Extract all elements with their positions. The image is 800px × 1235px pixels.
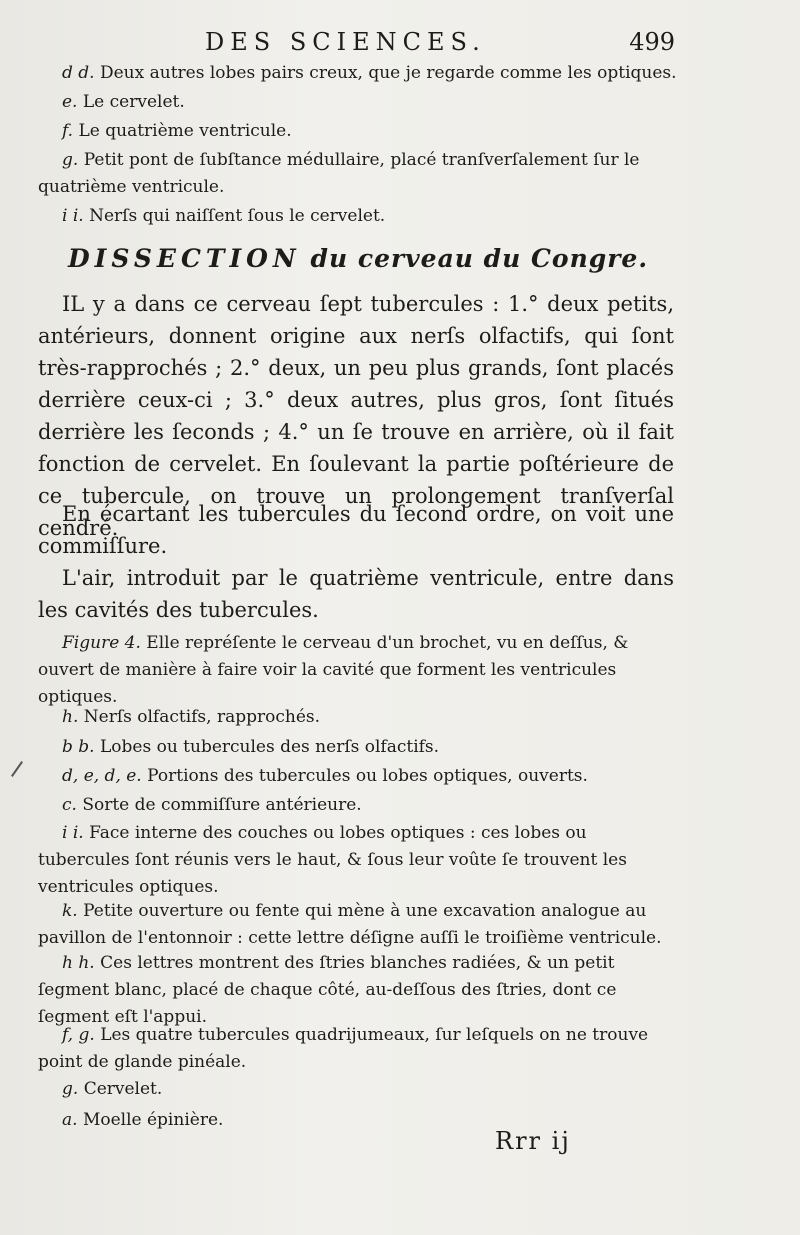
list-item <box>38 1022 674 1076</box>
figure-text: Elle repréſente le cerveau d'un brochet, vu en deſſus, & ouvert de manière à faire voir la cavité que forment les ventricules optiques. <box>38 633 629 707</box>
entry-label: k. <box>62 901 78 921</box>
entry-text: Moelle épinière. <box>82 1110 224 1130</box>
list-item <box>38 950 674 1031</box>
entry-text: Deux autres lobes pairs creux, que je regarde comme les optiques. <box>99 63 677 83</box>
figure-caption <box>38 630 674 711</box>
entry-label: b b. <box>62 737 95 757</box>
entry-label: e. <box>62 92 78 112</box>
body-paragraph: En écartant les tubercules du ſecond ordre, on voit une commiſſure. <box>38 502 674 558</box>
page-number: 499 <box>629 28 675 56</box>
running-title: DES SCIENCES. <box>205 28 486 56</box>
entry-text: Nerſs olfactifs, rapprochés. <box>83 707 321 727</box>
entry-text: Nerſs qui naiſſent ſous le cervelet. <box>89 206 386 226</box>
list-item <box>38 1107 698 1134</box>
entry-label: f, g. <box>62 1025 95 1045</box>
entry-label: a. <box>62 1110 78 1130</box>
page-header <box>205 26 675 60</box>
figure-label: Figure 4. <box>62 633 141 653</box>
entry-text: Lobes ou tubercules des nerſs olfactifs. <box>99 737 440 757</box>
section-title-rest: du cerveau du Congre. <box>300 244 649 273</box>
entry-label: f. <box>62 121 74 141</box>
entry-text: Ces lettres montrent des ſtries blanches radiées, & un petit ſegment blanc, placé de chaque côté, au-deſſous des ſtries, dont ce ſegment eſt l'appui. <box>38 953 617 1027</box>
entry-text: Le quatrième ventricule. <box>78 121 292 141</box>
entry-label: i i. <box>62 206 84 226</box>
entry-label: i i. <box>62 823 84 843</box>
section-title <box>40 244 676 273</box>
section-title-lead: DISSECTION <box>67 244 301 273</box>
list-item <box>38 734 698 761</box>
body-paragraph: IL y a dans ce cerveau ſept tubercules : 1.° deux petits, antérieurs, donnent origine aux nerſs olfactifs, qui ſont très-rapprochés ; 2.° deux, un peu plus grands, ſont placés derrière ceux-ci ; 3.° deux autres, plus gros, ſont ſitués derrière les ſeconds ; 4.° un ſe trouve en arrière, où il fait fonction de cervelet. En ſoulevant la partie poſtérieure de ce tubercule, on trouve un prolongement tranſverſal cendré. <box>38 292 674 540</box>
margin-pen-mark <box>11 761 23 777</box>
entry-text: Petit pont de ſubſtance médullaire, placé tranſverſalement ſur le quatrième ventricule. <box>38 150 640 197</box>
entry-text: Portions des tubercules ou lobes optiques, ouverts. <box>147 766 588 786</box>
entry-text: Face interne des couches ou lobes optiques : ces lobes ou tubercules ſont réunis vers le haut, & ſous leur voûte ſe trouvent les ventricules optiques. <box>38 823 627 897</box>
entry-label: g. <box>62 150 79 170</box>
signature-mark: Rrr ij <box>495 1127 571 1155</box>
entry-label: h. <box>62 707 79 727</box>
entry-label: g. <box>62 1079 79 1099</box>
list-item <box>38 792 698 819</box>
entry-text: Sorte de commiſſure antérieure. <box>82 795 362 815</box>
entry-text: Cervelet. <box>83 1079 163 1099</box>
list-item <box>38 118 698 145</box>
list-item <box>38 60 698 87</box>
entry-label: d d. <box>62 63 95 83</box>
entry-text: Petite ouverture ou fente qui mène à une excavation analogue au pavillon de l'entonnoir : cette lettre déſigne auſſi le troiſième ventricule. <box>38 901 662 948</box>
list-item <box>38 147 674 201</box>
entry-label: h h. <box>62 953 95 973</box>
entry-label: c. <box>62 795 77 815</box>
list-item <box>38 89 698 116</box>
list-item <box>38 763 698 790</box>
list-item <box>38 203 698 230</box>
list-item <box>38 1076 698 1103</box>
entry-text: Le cervelet. <box>82 92 185 112</box>
body-paragraph: L'air, introduit par le quatrième ventricule, entre dans les cavités des tubercules. <box>38 566 674 622</box>
entry-label: d, e, d, e. <box>62 766 142 786</box>
list-item <box>38 704 698 731</box>
list-item <box>38 820 674 901</box>
entry-text: Les quatre tubercules quadrijumeaux, ſur leſquels on ne trouve point de glande pinéale. <box>38 1025 649 1072</box>
list-item <box>38 898 674 952</box>
